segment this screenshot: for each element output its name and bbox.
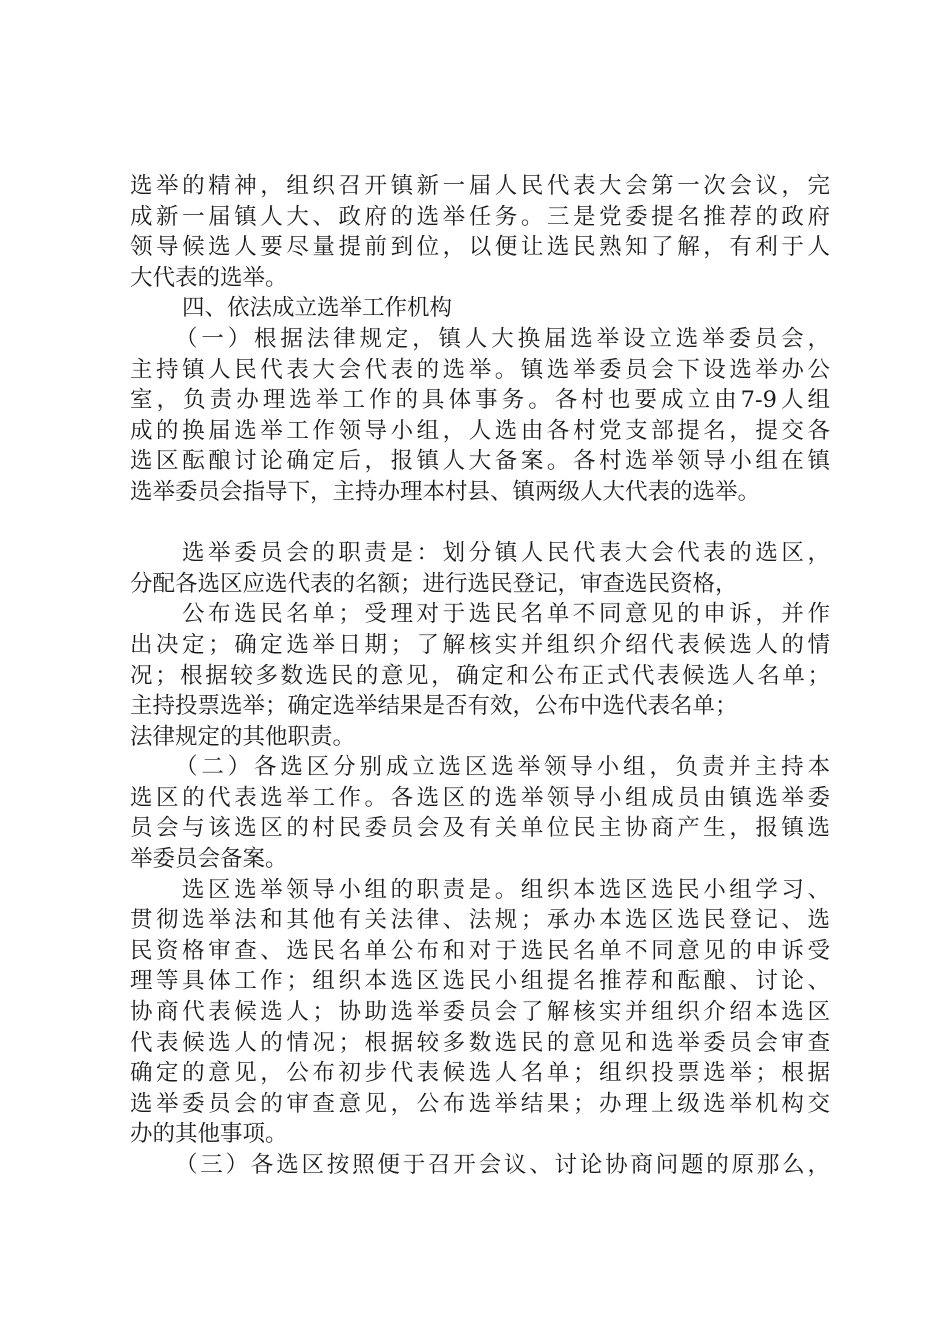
text-line: 室，负责办理选举工作的具体事务。各村也要成立由7-9人组 [130, 387, 830, 414]
text-line: 选区选举领导小组的职责是。组织本选区选民小组学习、 [182, 876, 830, 903]
text-line: 大代表的选举。 [130, 264, 288, 291]
paragraph-gap [130, 508, 830, 539]
text-line: 主持投票选举；确定选举结果是否有效，公布中选代表名单； [130, 693, 738, 720]
text-line: 成的换届选举工作领导小组，人选由各村党支部提名，提交各 [130, 417, 830, 444]
text-line: 主持镇人民代表大会代表的选举。镇选举委员会下设选举办公 [130, 356, 830, 383]
text-line: 办的其他事项。 [130, 1121, 288, 1148]
text-line: （二）各选区分别成立选区选举领导小组，负责并主持本 [175, 754, 830, 781]
text-line: 成新一届镇人大、政府的选举任务。三是党委提名推荐的政府 [130, 203, 830, 230]
text-line: 选举的精神，组织召开镇新一届人民代表大会第一次会议，完 [130, 173, 830, 199]
text-line: 代表候选人的情况；根据较多数选民的意见和选举委员会审查 [130, 1029, 830, 1056]
text-line: 举委员会备案。 [130, 846, 288, 873]
text-line: 员会与该选区的村民委员会及有关单位民主协商产生，报镇选 [130, 815, 830, 842]
text-line: 贯彻选举法和其他有关法律、法规；承办本选区选民登记、选 [130, 907, 830, 934]
text-line: 分配各选区应选代表的名额；进行选民登记，审查选民资格， [130, 570, 738, 597]
text-line: 领导候选人要尽量提前到位，以便让选民熟知了解，有利于人 [130, 234, 830, 261]
text-line: 确定的意见，公布初步代表候选人名单；组织投票选举；根据 [130, 1060, 830, 1087]
text-line: 选区酝酿讨论确定后，报镇人大备案。各村选举领导小组在镇 [130, 448, 830, 475]
document-body [130, 171, 830, 1181]
text-line: 民资格审查、选民名单公布和对于选民名单不同意见的申诉受 [130, 937, 830, 964]
text-line: 选区的代表选举工作。各选区的选举领导小组成员由镇选举委 [130, 784, 830, 811]
text-line: 况；根据较多数选民的意见，确定和公布正式代表候选人名单； [130, 662, 830, 689]
text-line: 公布选民名单；受理对于选民名单不同意见的申诉，并作 [182, 601, 830, 628]
text-line: （一）根据法律规定，镇人大换届选举设立选举委员会， [175, 325, 830, 352]
text-line: 选举委员会指导下，主持办理本村县、镇两级人大代表的选举。 [130, 478, 761, 505]
text-line: 协商代表候选人；协助选举委员会了解核实并组织介绍本选区 [130, 999, 830, 1026]
text-line: （三）各选区按照便于召开会议、讨论协商问题的原那么， [175, 1152, 830, 1178]
text-line: 四、依法成立选举工作机构 [182, 295, 453, 322]
text-line: 法律规定的其他职责。 [130, 723, 356, 750]
text-line: 选举委员会的职责是：划分镇人民代表大会代表的选区， [182, 540, 830, 567]
text-line: 选举委员会的审查意见，公布选举结果；办理上级选举机构交 [130, 1090, 830, 1117]
text-line: 理等具体工作；组织本选区选民小组提名推荐和酝酿、讨论、 [130, 968, 830, 995]
text-line: 出决定；确定选举日期；了解核实并组织介绍代表候选人的情 [130, 631, 830, 658]
